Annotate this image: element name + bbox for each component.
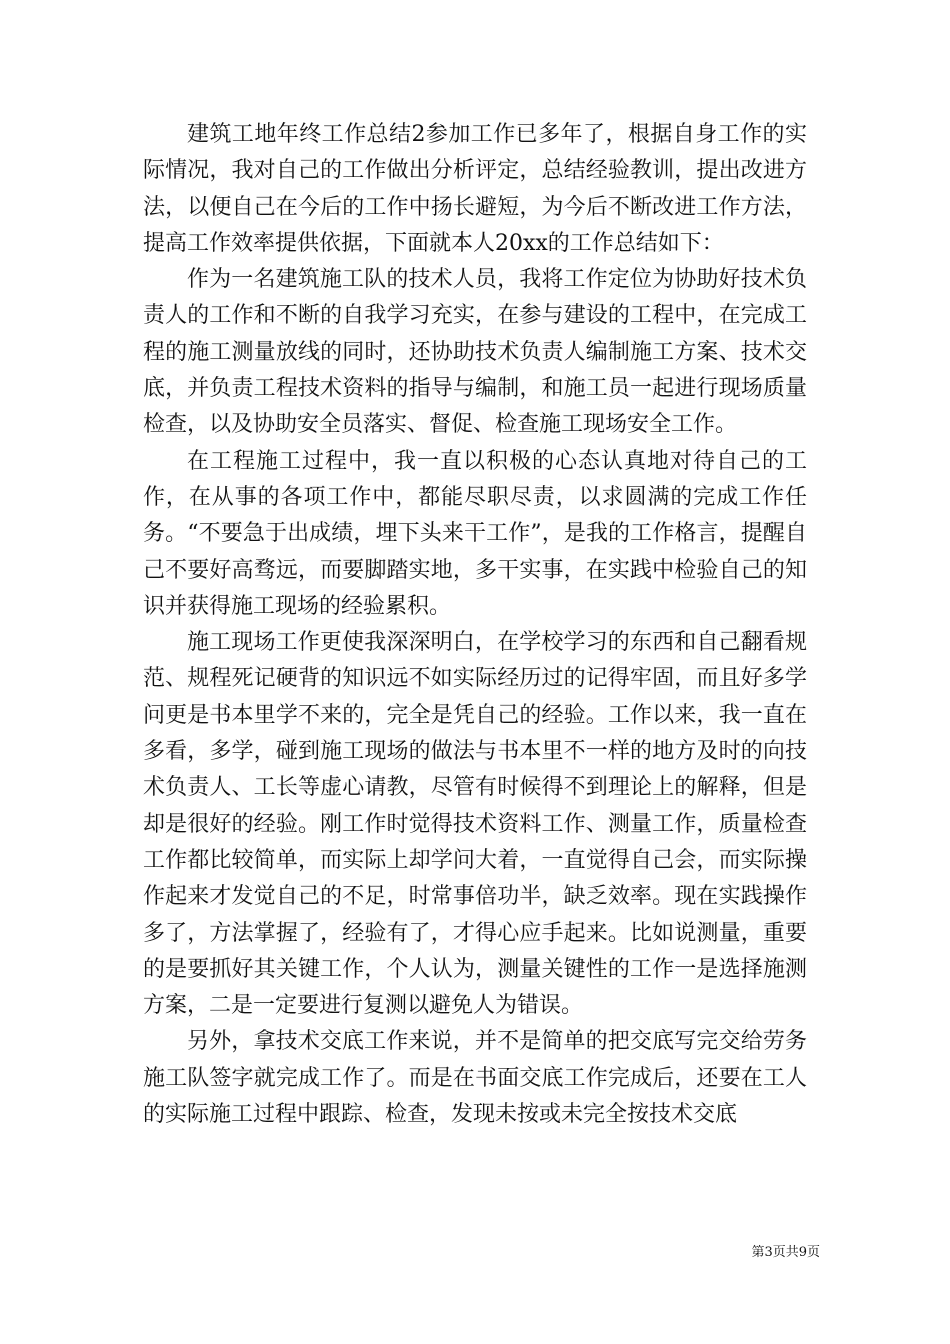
paragraph-4: 施工现场工作更使我深深明白，在学校学习的东西和自己翻看规范、规程死记硬背的知识远不如实际经历过的记得牢固，而且好多学问更是书本里学不来的，完全是凭自己的经验。工作以来，我一直在多看，多学，碰到施工现场的做法与书本里不一样的地方及时的向技术负责人、工长等虚心请教，尽管有时候得不到理论上的解释，但是却是很好的经验。刚工作时觉得技术资料工作、测量工作，质量检查工作都比较简单，而实际上却学问大着，一直觉得自己会，而实际操作起来才发觉自己的不足，时常事倍功半，缺乏效率。现在实践操作多了，方法掌握了，经验有了，才得心应手起来。比如说测量，重要的是要抓好其关键工作，个人认为，测量关键性的工作一是选择施测方案，二是一定要进行复测以避免人为错误。 [143, 630, 807, 1019]
paragraph-2: 作为一名建筑施工队的技术人员，我将工作定位为协助好技术负责人的工作和不断的自我学习充实，在参与建设的工程中，在完成工程的施工测量放线的同时，还协助技术负责人编制施工方案、技术交底，并负责工程技术资料的指导与编制，和施工员一起进行现场质量检查，以及协助安全员落实、督促、检查施工现场安全工作。 [143, 267, 807, 438]
page-number-footer: 第3页共9页 [751, 1245, 820, 1260]
paragraph-5: 另外，拿技术交底工作来说，并不是简单的把交底写完交给劳务施工队签字就完成工作了。而是在书面交底工作完成后，还要在工人的实际施工过程中跟踪、检查，发现未按或未完全按技术交底 [143, 1029, 807, 1128]
document-body [143, 117, 807, 1133]
paragraph-3: 在工程施工过程中，我一直以积极的心态认真地对待自己的工作，在从事的各项工作中，都能尽职尽责，以求圆满的完成工作任务。“不要急于出成绩，埋下头来干工作”，是我的工作格言，提醒自己不要好高骛远，而要脚踏实地，多干实事，在实践中检验自己的知识并获得施工现场的经验累积。 [143, 448, 807, 619]
paragraph-1: 建筑工地年终工作总结2参加工作已多年了，根据自身工作的实际情况，我对自己的工作做出分析评定，总结经验教训，提出改进方法，以便自己在今后的工作中扬长避短，为今后不断改进工作方法，提高工作效率提供依据，下面就本人20xx的工作总结如下： [143, 122, 807, 256]
